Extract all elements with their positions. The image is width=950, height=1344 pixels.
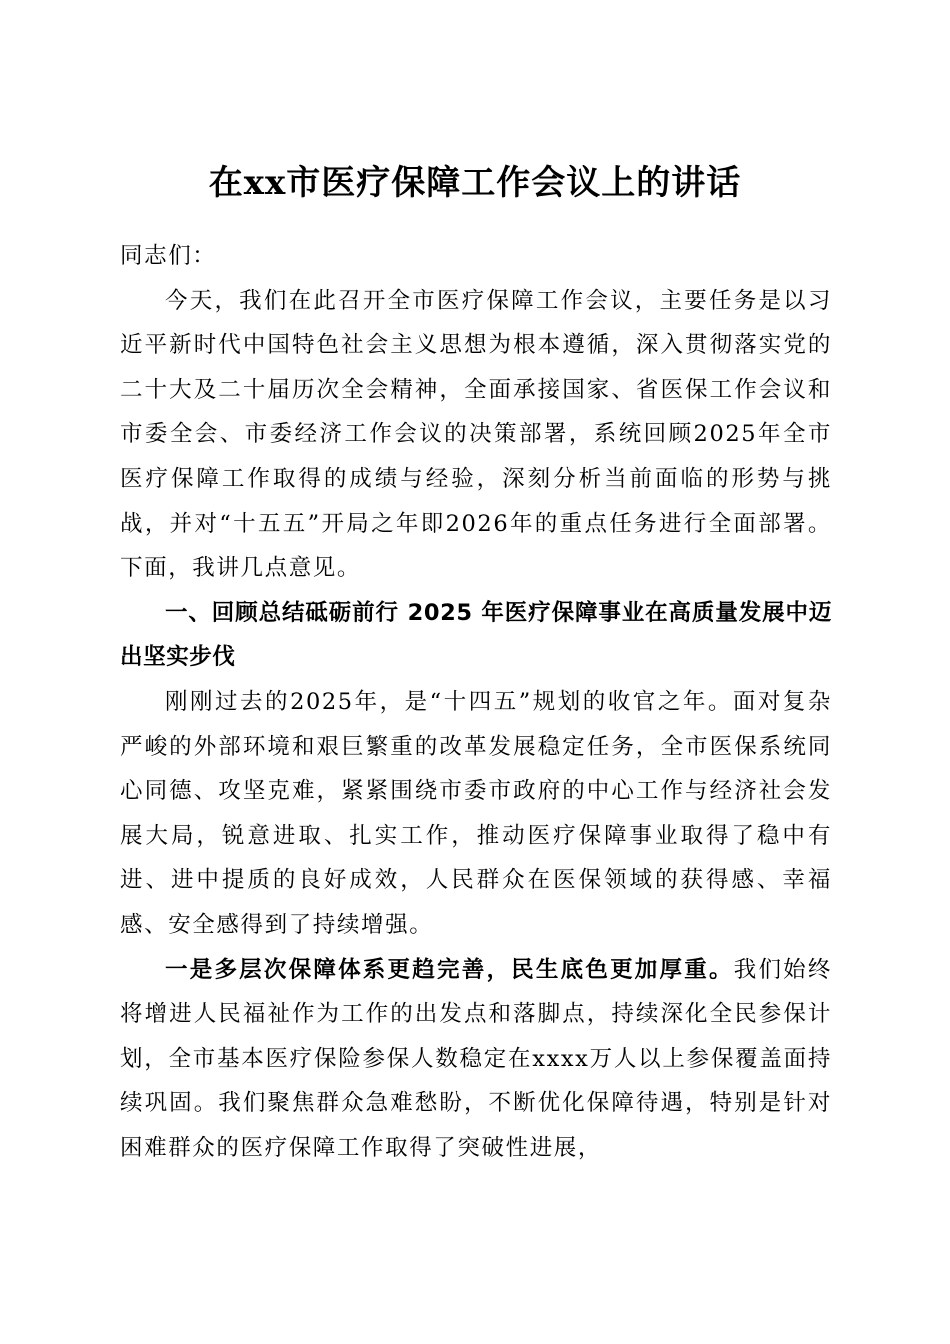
intro-paragraph: 今天，我们在此召开全市医疗保障工作会议，主要任务是以习近平新时代中国特色社会主义思想为根本遵循，深入贯彻落实党的二十大及二十届历次全会精神，全面承接国家、省医保工作会议和市委全会、市委经济工作会议的决策部署，系统回顾2025年全市医疗保障工作取得的成绩与经验，深刻分析当前面临的形势与挑战，并对“十五五”开局之年即2026年的重点任务进行全面部署。下面，我讲几点意见。 (120, 287, 832, 582)
section-heading-1: 一、回顾总结砥砺前行 2025 年医疗保障事业在高质量发展中迈出坚实步伐 (120, 599, 832, 671)
point-1-lead: 一是多层次保障体系更趋完善，民生底色更加厚重。 (165, 956, 734, 983)
document-title: 在xx市医疗保障工作会议上的讲话 (208, 162, 742, 203)
document-body (120, 234, 832, 1170)
section-1-paragraph: 刚刚过去的2025年，是“十四五”规划的收官之年。面对复杂严峻的外部环境和艰巨繁重的改革发展稳定任务，全市医保系统同心同德、攻坚克难，紧紧围绕市委市政府的中心工作与经济社会发展大局，锐意进取、扎实工作，推动医疗保障事业取得了稳中有进、进中提质的良好成效，人民群众在医保领域的获得感、幸福感、安全感得到了持续增强。 (120, 688, 832, 938)
point-1-paragraph (120, 948, 832, 1171)
salutation: 同志们： (120, 243, 217, 269)
point-1-text: 我们始终将增进人民福祉作为工作的出发点和落脚点，持续深化全民参保计划，全市基本医疗保险参保人数稳定在xxxx万人以上参保覆盖面持续巩固。我们聚焦群众急难愁盼，不断优化保障待遇，特别是针对困难群众的医疗保障工作取得了突破性进展， (120, 956, 832, 1161)
